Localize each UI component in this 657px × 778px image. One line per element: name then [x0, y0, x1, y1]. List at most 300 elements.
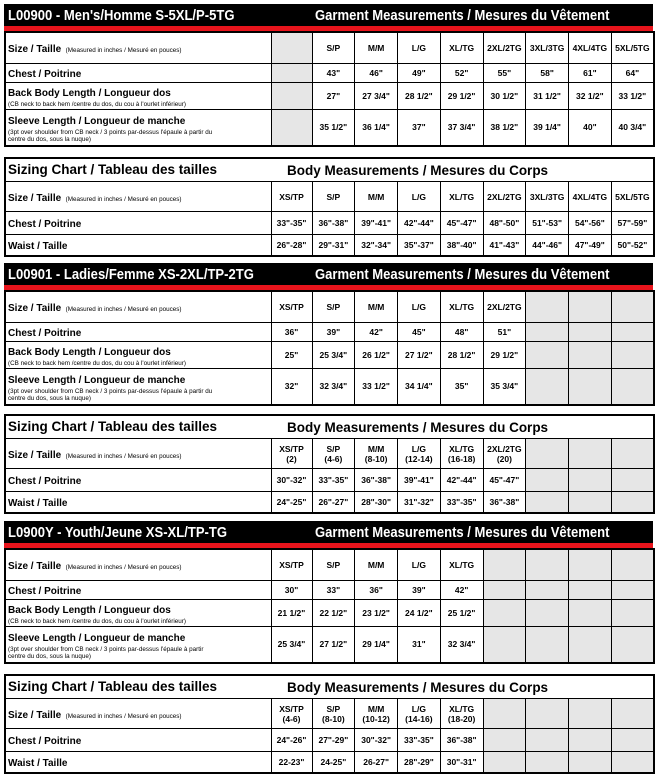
- value-cell: 38"-40": [440, 235, 483, 257]
- size-header: 3XL/3TG: [526, 32, 569, 64]
- value-cell: [611, 342, 654, 369]
- size-name: XS/TP: [279, 443, 304, 454]
- value-cell: [611, 323, 654, 342]
- size-header: 2XL/2TG: [483, 182, 526, 212]
- size-header: L/G: [398, 291, 441, 323]
- size-name: M/M: [367, 443, 385, 454]
- row-label-note: centre du dos, sous la nuque): [8, 653, 91, 660]
- value-cell: 35"-37": [398, 235, 441, 257]
- size-header: 5XL/5TG: [611, 32, 654, 64]
- value-cell: [569, 729, 612, 752]
- row-label-note: (3pt over shoulder from CB neck / 3 points par-dessus l'épaule à partir: [8, 645, 204, 653]
- size-header: [355, 699, 398, 729]
- value-cell: [271, 109, 312, 146]
- size-header: S/P: [312, 291, 355, 323]
- size-range: (20): [496, 453, 512, 464]
- chart-title-row: [5, 675, 654, 699]
- value-cell: 36": [271, 323, 312, 342]
- size-header: 3XL/3TG: [526, 182, 569, 212]
- size-label: Size / Taille: [8, 303, 62, 314]
- value-cell: 39": [312, 323, 355, 342]
- value-cell: 35 3/4": [483, 368, 526, 405]
- value-cell: [611, 492, 654, 514]
- size-header: [271, 699, 312, 729]
- value-cell: 27 1/2": [398, 342, 441, 369]
- value-cell: 31": [398, 626, 441, 663]
- row-label-note: (CB neck to back hem /centre du dos, du cou à l'ourlet inférieur): [8, 618, 186, 625]
- value-cell: [271, 83, 312, 110]
- value-cell: 32"-34": [355, 235, 398, 257]
- size-range: (14-16): [405, 713, 433, 724]
- row-label-main: Chest / Poitrine: [8, 586, 82, 597]
- row-label-note: (3pt over shoulder from CB neck / 3 points par-dessus l'épaule à partir du: [8, 128, 213, 136]
- value-cell: 31"-32": [398, 492, 441, 514]
- youth-banner: [4, 521, 653, 548]
- value-cell: 35 1/2": [312, 109, 355, 146]
- size-header: [611, 291, 654, 323]
- size-header: [355, 439, 398, 469]
- size-name: S/P: [326, 443, 341, 454]
- value-cell: 51": [483, 323, 526, 342]
- size-header: M/M: [355, 291, 398, 323]
- value-cell: 42": [355, 323, 398, 342]
- value-cell: 32 3/4": [440, 626, 483, 663]
- ladies-garment-table: [4, 290, 655, 406]
- ladies-banner: [4, 263, 653, 290]
- row-label: [5, 323, 271, 342]
- size-header: 4XL/4TG: [569, 32, 612, 64]
- size-header: XL/TG: [440, 549, 483, 581]
- value-cell: 33"-35": [440, 492, 483, 514]
- value-cell: 42"-44": [440, 469, 483, 492]
- value-cell: 33": [312, 581, 355, 600]
- value-cell: 30"-32": [271, 469, 312, 492]
- size-range: (2): [286, 453, 297, 464]
- ladies-body-table: [4, 414, 655, 514]
- row-label-main: Chest / Poitrine: [8, 219, 82, 230]
- value-cell: 32 3/4": [312, 368, 355, 405]
- size-header: [526, 699, 569, 729]
- row-label: [5, 469, 271, 492]
- value-cell: 52": [440, 64, 483, 83]
- value-cell: 58": [526, 64, 569, 83]
- value-cell: 33 1/2": [355, 368, 398, 405]
- value-cell: 36"-38": [355, 469, 398, 492]
- size-name: M/M: [367, 703, 385, 714]
- row-label: [5, 212, 271, 235]
- size-header-row: [5, 549, 654, 581]
- size-header: 2XL/2TG: [483, 32, 526, 64]
- value-cell: [526, 581, 569, 600]
- size-header: [611, 549, 654, 581]
- row-label: [5, 368, 271, 405]
- row-label: [5, 492, 271, 514]
- size-header: [271, 32, 312, 64]
- body-measurements-cell: [271, 415, 654, 439]
- value-cell: [569, 323, 612, 342]
- youth-garment-section: [4, 521, 653, 664]
- size-note: (Measured in inches / Mesuré en pouces): [65, 712, 182, 720]
- size-label: Size / Taille: [8, 561, 62, 572]
- value-cell: [483, 626, 526, 663]
- size-header: [398, 699, 441, 729]
- body-size-header-row: [5, 699, 654, 729]
- value-cell: 61": [569, 64, 612, 83]
- row-label: [5, 235, 271, 257]
- value-cell: 45": [398, 323, 441, 342]
- value-cell: 36"-38": [483, 492, 526, 514]
- size-name: L/G: [411, 703, 426, 714]
- value-cell: 21 1/2": [271, 600, 312, 627]
- ladies-garment-heading: Garment Measurements / Mesures du Vêtement: [315, 267, 610, 283]
- value-cell: [483, 600, 526, 627]
- value-cell: [569, 626, 612, 663]
- value-cell: 32": [271, 368, 312, 405]
- value-cell: 45"-47": [483, 469, 526, 492]
- value-cell: 42"-44": [398, 212, 441, 235]
- value-cell: 36 1/4": [355, 109, 398, 146]
- size-header-label: [5, 32, 271, 64]
- value-cell: [569, 752, 612, 774]
- size-note: (Measured in inches / Mesuré en pouces): [65, 195, 182, 203]
- value-cell: 47"-49": [569, 235, 612, 257]
- value-cell: 41"-43": [483, 235, 526, 257]
- value-cell: 29 1/4": [355, 626, 398, 663]
- body-measurements-cell: [271, 158, 654, 182]
- value-cell: 24"-26": [271, 729, 312, 752]
- size-header: [526, 291, 569, 323]
- size-name: XS/TP: [279, 703, 304, 714]
- size-header: XL/TG: [440, 291, 483, 323]
- value-cell: 36": [355, 581, 398, 600]
- value-cell: [569, 600, 612, 627]
- size-header: XS/TP: [271, 182, 312, 212]
- size-note: (Measured in inches / Mesuré en pouces): [65, 306, 182, 313]
- row-label-main: Waist / Taille: [8, 241, 68, 252]
- row-label: [5, 83, 271, 110]
- value-cell: 27 1/2": [312, 626, 355, 663]
- size-header: [312, 699, 355, 729]
- size-header: L/G: [398, 182, 441, 212]
- size-note: (Measured in inches / Mesuré en pouces): [65, 564, 182, 571]
- size-note: (Measured in inches / Mesuré en pouces): [65, 47, 182, 54]
- value-cell: 57"-59": [611, 212, 654, 235]
- value-cell: 33 1/2": [611, 83, 654, 110]
- row-label-main: Chest / Poitrine: [8, 736, 82, 747]
- size-header: [611, 699, 654, 729]
- back-row: [5, 600, 654, 627]
- size-name: L/G: [411, 443, 426, 454]
- chart-title-row: [5, 415, 654, 439]
- size-header: 2XL/2TG: [483, 291, 526, 323]
- value-cell: [526, 600, 569, 627]
- size-range: (8-10): [322, 713, 345, 724]
- row-label-note: centre du dos, sous la nuque): [8, 395, 91, 402]
- value-cell: [611, 752, 654, 774]
- size-header: XL/TG: [440, 182, 483, 212]
- sizing-chart-title: Sizing Chart / Tableau des tailles: [8, 162, 218, 177]
- row-label-main: Waist / Taille: [8, 758, 68, 769]
- value-cell: 24-25": [312, 752, 355, 774]
- sizing-chart-title: Sizing Chart / Tableau des tailles: [8, 679, 218, 694]
- chart-title-cell: [5, 158, 271, 182]
- ladies-garment-section: [4, 263, 653, 406]
- value-cell: [526, 469, 569, 492]
- value-cell: [526, 752, 569, 774]
- value-cell: [569, 469, 612, 492]
- size-header: [398, 439, 441, 469]
- value-cell: 48"-50": [483, 212, 526, 235]
- value-cell: 42": [440, 581, 483, 600]
- size-label: Size / Taille: [8, 44, 62, 55]
- size-header: [440, 699, 483, 729]
- body_waist-row: [5, 235, 654, 257]
- size-header-row: [5, 291, 654, 323]
- row-label-note: (3pt over shoulder from CB neck / 3 points par-dessus l'épaule à partir du: [8, 387, 213, 395]
- chart-title-cell: [5, 675, 271, 699]
- value-cell: [569, 368, 612, 405]
- value-cell: 37 3/4": [440, 109, 483, 146]
- body-size-header-row: [5, 439, 654, 469]
- row-label: [5, 752, 271, 774]
- value-cell: [271, 64, 312, 83]
- value-cell: 27": [312, 83, 355, 110]
- value-cell: [526, 323, 569, 342]
- sleeve-row: [5, 626, 654, 663]
- size-note: (Measured in inches / Mesuré en pouces): [65, 452, 182, 460]
- value-cell: 46": [355, 64, 398, 83]
- value-cell: [569, 342, 612, 369]
- size-header: XS/TP: [271, 291, 312, 323]
- value-cell: 26"-28": [271, 235, 312, 257]
- body-measurements-cell: [271, 675, 654, 699]
- body_waist-row: [5, 492, 654, 514]
- value-cell: 22-23": [271, 752, 312, 774]
- value-cell: 49": [398, 64, 441, 83]
- size-header-label: [5, 549, 271, 581]
- row-label-note: centre du dos, sous la nuque): [8, 136, 91, 143]
- size-label: Size / Taille: [8, 449, 62, 461]
- size-range: (18-20): [447, 713, 476, 724]
- value-cell: 28"-29": [398, 752, 441, 774]
- row-label-note: (CB neck to back hem /centre du dos, du cou à l'ourlet inférieur): [8, 360, 186, 367]
- row-label: [5, 64, 271, 83]
- youth-garment-table: [4, 548, 655, 664]
- mens-title: L00900 - Men's/Homme S-5XL/P-5TG: [8, 8, 235, 24]
- size-header: M/M: [355, 182, 398, 212]
- chart-title-row: [5, 158, 654, 182]
- row-label: [5, 600, 271, 627]
- row-label-main: Sleeve Length / Longueur de manche: [8, 115, 186, 127]
- value-cell: [569, 492, 612, 514]
- row-label-main: Chest / Poitrine: [8, 328, 82, 339]
- row-label: [5, 581, 271, 600]
- chart-title-cell: [5, 415, 271, 439]
- back-row: [5, 342, 654, 369]
- size-header: [483, 549, 526, 581]
- value-cell: 39": [398, 581, 441, 600]
- mens-banner: [4, 4, 653, 31]
- value-cell: [611, 469, 654, 492]
- value-cell: 48": [440, 323, 483, 342]
- value-cell: [483, 729, 526, 752]
- value-cell: 30"-31": [440, 752, 483, 774]
- size-header: L/G: [398, 32, 441, 64]
- mens-garment-heading: Garment Measurements / Mesures du Vêtement: [315, 8, 610, 24]
- row-label-note: (CB neck to back hem /centre du dos, du cou à l'ourlet inférieur): [8, 101, 186, 108]
- value-cell: 30": [271, 581, 312, 600]
- row-label: [5, 109, 271, 146]
- value-cell: 39 1/4": [526, 109, 569, 146]
- back-row: [5, 83, 654, 110]
- value-cell: [611, 600, 654, 627]
- value-cell: 43": [312, 64, 355, 83]
- value-cell: 29 1/2": [483, 342, 526, 369]
- value-cell: [611, 626, 654, 663]
- size-name: XL/TG: [449, 443, 475, 454]
- size-range: (4-6): [324, 453, 343, 464]
- row-label: [5, 342, 271, 369]
- size-header: [569, 439, 612, 469]
- size-header: [526, 439, 569, 469]
- value-cell: [526, 729, 569, 752]
- size-header: [483, 439, 526, 469]
- body_chest-row: [5, 729, 654, 752]
- ladies-title: L00901 - Ladies/Femme XS-2XL/TP-2TG: [8, 267, 254, 283]
- sizing-chart-title: Sizing Chart / Tableau des tailles: [8, 419, 218, 434]
- size-header-row: [5, 32, 654, 64]
- size-header: [569, 549, 612, 581]
- value-cell: [526, 368, 569, 405]
- size-label: Size / Taille: [8, 709, 62, 721]
- value-cell: 28 1/2": [440, 342, 483, 369]
- body_chest-row: [5, 212, 654, 235]
- value-cell: 22 1/2": [312, 600, 355, 627]
- size-range: (4-6): [282, 713, 301, 724]
- size-header: [440, 439, 483, 469]
- row-label: [5, 729, 271, 752]
- body_waist-row: [5, 752, 654, 774]
- value-cell: [526, 626, 569, 663]
- body-measurements-title: Body Measurements / Mesures du Corps: [287, 162, 549, 178]
- body-measurements-title: Body Measurements / Mesures du Corps: [287, 419, 549, 435]
- value-cell: 25 1/2": [440, 600, 483, 627]
- value-cell: 24 1/2": [398, 600, 441, 627]
- size-header-label: [5, 439, 271, 469]
- value-cell: 39"-41": [355, 212, 398, 235]
- value-cell: [526, 492, 569, 514]
- chest-row: [5, 323, 654, 342]
- size-header-label: [5, 291, 271, 323]
- chest-row: [5, 64, 654, 83]
- row-label-main: Sleeve Length / Longueur de manche: [8, 374, 186, 386]
- row-label-main: Sleeve Length / Longueur de manche: [8, 632, 186, 644]
- mens-body-section: [4, 157, 653, 257]
- row-label: [5, 626, 271, 663]
- value-cell: 33"-35": [398, 729, 441, 752]
- size-header: M/M: [355, 549, 398, 581]
- size-header: XL/TG: [440, 32, 483, 64]
- size-name: S/P: [326, 703, 341, 714]
- mens-garment-section: [4, 4, 653, 147]
- value-cell: 30"-32": [355, 729, 398, 752]
- value-cell: 25": [271, 342, 312, 369]
- row-label-main: Chest / Poitrine: [8, 69, 82, 80]
- value-cell: 26 1/2": [355, 342, 398, 369]
- value-cell: 25 3/4": [271, 626, 312, 663]
- value-cell: 29 1/2": [440, 83, 483, 110]
- ladies-body-section: [4, 414, 653, 514]
- size-range: (12-14): [405, 453, 433, 464]
- value-cell: 31 1/2": [526, 83, 569, 110]
- body_chest-row: [5, 469, 654, 492]
- value-cell: 55": [483, 64, 526, 83]
- size-header: S/P: [312, 549, 355, 581]
- value-cell: 26"-27": [312, 492, 355, 514]
- size-header: S/P: [312, 182, 355, 212]
- size-range: (10-12): [362, 713, 390, 724]
- youth-body-section: [4, 674, 653, 774]
- mens-garment-table: [4, 31, 655, 147]
- size-header: XS/TP: [271, 549, 312, 581]
- value-cell: 33"-35": [271, 212, 312, 235]
- size-header: [483, 699, 526, 729]
- body-size-header-row: [5, 182, 654, 212]
- youth-garment-heading: Garment Measurements / Mesures du Vêtement: [315, 525, 610, 541]
- size-header: [569, 291, 612, 323]
- sleeve-row: [5, 368, 654, 405]
- value-cell: 23 1/2": [355, 600, 398, 627]
- size-label: Size / Taille: [8, 192, 62, 204]
- value-cell: [611, 581, 654, 600]
- size-header: M/M: [355, 32, 398, 64]
- value-cell: 36"-38": [440, 729, 483, 752]
- value-cell: 44"-46": [526, 235, 569, 257]
- value-cell: 35": [440, 368, 483, 405]
- value-cell: [611, 368, 654, 405]
- size-header: L/G: [398, 549, 441, 581]
- value-cell: 34 1/4": [398, 368, 441, 405]
- value-cell: 24"-25": [271, 492, 312, 514]
- size-range: (16-18): [447, 453, 476, 464]
- row-label-main: Back Body Length / Longueur dos: [8, 605, 171, 616]
- size-header: 5XL/5TG: [611, 182, 654, 212]
- row-label-main: Chest / Poitrine: [8, 476, 82, 487]
- value-cell: 32 1/2": [569, 83, 612, 110]
- value-cell: 51"-53": [526, 212, 569, 235]
- chest-row: [5, 581, 654, 600]
- value-cell: 27"-29": [312, 729, 355, 752]
- value-cell: 30 1/2": [483, 83, 526, 110]
- value-cell: 26-27": [355, 752, 398, 774]
- value-cell: 64": [611, 64, 654, 83]
- value-cell: [569, 581, 612, 600]
- value-cell: 54"-56": [569, 212, 612, 235]
- row-label-main: Back Body Length / Longueur dos: [8, 88, 171, 99]
- mens-body-table: [4, 157, 655, 257]
- size-name: XL/TG: [449, 703, 475, 714]
- sleeve-row: [5, 109, 654, 146]
- row-label-main: Waist / Taille: [8, 498, 68, 509]
- youth-body-table: [4, 674, 655, 774]
- value-cell: 40": [569, 109, 612, 146]
- value-cell: [483, 752, 526, 774]
- size-header: [569, 699, 612, 729]
- size-header: [611, 439, 654, 469]
- value-cell: 36"-38": [312, 212, 355, 235]
- value-cell: 45"-47": [440, 212, 483, 235]
- value-cell: [611, 729, 654, 752]
